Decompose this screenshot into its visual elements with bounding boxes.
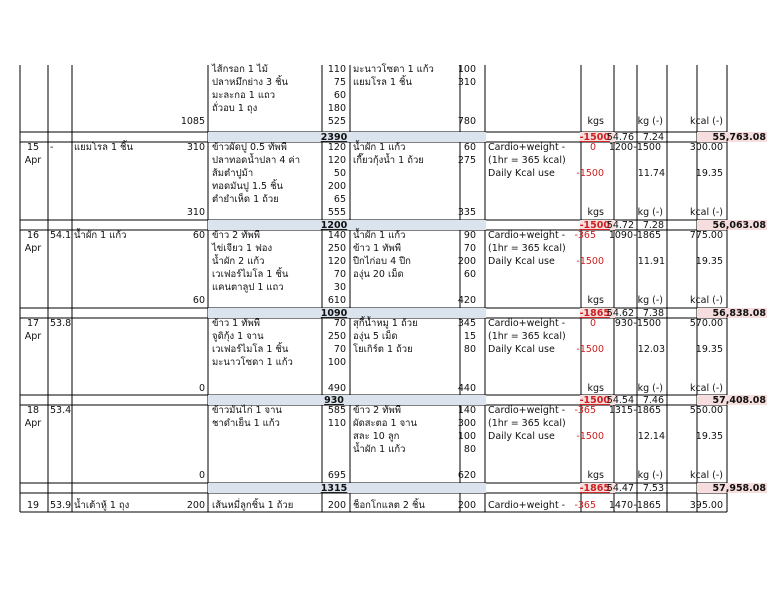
summary-kgs: 54.62 <box>606 308 634 319</box>
kcal-value: 395.00 <box>689 500 723 511</box>
food-kcal: 120 <box>327 142 346 153</box>
burn-value: -1500 <box>576 344 604 355</box>
food-item: ชาดำเย็น 1 แก้ว <box>212 418 280 429</box>
unit-label: kgs <box>587 207 604 218</box>
food-kcal: 80 <box>463 444 476 455</box>
food-kcal: 100 <box>327 357 346 368</box>
net-value: -1865 <box>633 500 661 511</box>
day-total: 2390 <box>320 132 348 143</box>
food-kcal: 585 <box>327 405 346 416</box>
food-item: มะละกอ 1 แถว <box>212 90 276 101</box>
day-total: 1315 <box>320 483 348 494</box>
weight: 53.8 <box>50 318 72 329</box>
food-item: องุ่น 5 เม็ด <box>353 331 398 342</box>
burn-value: -1500 <box>576 256 604 267</box>
food-item: จูดิกุ้ง 1 จาน <box>212 331 264 342</box>
net-total: 56,063.08 <box>712 220 766 231</box>
summary-kg: 7.24 <box>642 132 664 143</box>
unit-label: kg (-) <box>637 295 663 306</box>
net-total: 57,408.08 <box>712 395 766 406</box>
weight: 53.4 <box>50 405 72 416</box>
burn-value: -365 <box>574 405 596 416</box>
subtotal: 335 <box>457 207 476 218</box>
food-kcal: 90 <box>463 230 476 241</box>
food-kcal: 120 <box>327 256 346 267</box>
target-value: -1865 <box>579 483 610 494</box>
subtotal: 555 <box>327 207 346 218</box>
food-kcal: 70 <box>333 318 346 329</box>
food-item: ช็อกโกแลต 2 ชิ้น <box>353 500 425 511</box>
food-item: ข้าว 2 ทัพพี <box>353 405 402 416</box>
net-value: -1865 <box>633 405 661 416</box>
unit-label: kg (-) <box>637 383 663 394</box>
unit-label: kcal (-) <box>689 116 723 127</box>
food-kcal: 120 <box>327 155 346 166</box>
subtotal: 525 <box>327 116 346 127</box>
net-value: 1090 <box>608 230 633 241</box>
food-item: ปลาทอดน้ำปลา 4 ค่า <box>212 155 301 166</box>
kcal-value: 19.35 <box>695 431 723 442</box>
summary-kgs: 54.54 <box>606 395 634 406</box>
food-kcal: 140 <box>457 405 476 416</box>
burn-value: -365 <box>574 230 596 241</box>
subtotal: 490 <box>327 383 346 394</box>
food-kcal: 250 <box>327 243 346 254</box>
food-kcal: 15 <box>463 331 476 342</box>
food-item: ข้าวมันไก่ 1 จาน <box>212 405 282 416</box>
net-value: -1500 <box>633 142 661 153</box>
net-value: 930 <box>614 318 633 329</box>
food-item: ปีกไก่อบ 4 ปีก <box>353 256 411 267</box>
food-item: ข้าว 2 ทัพพี <box>212 230 261 241</box>
exercise-note: Cardio+weight - <box>488 318 566 329</box>
summary-kg: 7.46 <box>642 395 664 406</box>
food-kcal: 200 <box>457 256 476 267</box>
subtotal: 310 <box>186 207 205 218</box>
subtotal: 1085 <box>180 116 205 127</box>
food-kcal: 80 <box>463 344 476 355</box>
food-kcal: 30 <box>333 282 346 293</box>
food-kcal: 310 <box>186 142 205 153</box>
food-item: เกี๊ยวกุ้งน้ำ 1 ถ้วย <box>353 155 424 166</box>
day-total: 1200 <box>320 220 348 231</box>
exercise-note: Cardio+weight - <box>488 142 566 153</box>
food-item: ไส้กรอก 1 ไม้ <box>212 64 269 75</box>
summary-kgs: 54.47 <box>606 483 634 494</box>
food-item: ตำยำเห็ด 1 ถ้วย <box>212 194 279 205</box>
food-kcal: 60 <box>192 230 205 241</box>
food-item: น้ำผัก 1 แก้ว <box>353 230 406 241</box>
kcal-value: 19.35 <box>695 344 723 355</box>
food-kcal: 75 <box>333 77 346 88</box>
food-kcal: 250 <box>327 331 346 342</box>
food-item: มะนาวโซดา 1 แก้ว <box>212 357 293 368</box>
exercise-note: Daily Kcal use <box>488 256 555 267</box>
kg-value: 12.14 <box>637 431 665 442</box>
food-item: ทอดมันปู 1.5 ชิ้น <box>212 181 284 192</box>
net-value: -1500 <box>633 318 661 329</box>
net-value: 1200 <box>608 142 633 153</box>
food-item: ผัดสะตอ 1 จาน <box>353 418 417 429</box>
unit-label: kg (-) <box>637 207 663 218</box>
food-item: น้ำผัก 1 แก้ว <box>353 142 406 153</box>
food-item: ข้าวผัดปู 0.5 ทัพพี <box>212 142 287 153</box>
food-kcal: 200 <box>457 500 476 511</box>
unit-label: kcal (-) <box>689 470 723 481</box>
kcal-value: 550.00 <box>689 405 723 416</box>
summary-kg: 7.28 <box>642 220 664 231</box>
weight: 53.9 <box>50 500 72 511</box>
food-kcal: 200 <box>327 500 346 511</box>
target-value: -1500 <box>579 220 610 231</box>
food-kcal: 200 <box>186 500 205 511</box>
burn-value: -1500 <box>576 431 604 442</box>
food-kcal: 100 <box>457 431 476 442</box>
food-kcal: 345 <box>457 318 476 329</box>
food-item: น้ำผัก 1 แก้ว <box>74 230 127 241</box>
date: 19 <box>26 500 40 511</box>
unit-label: kgs <box>587 295 604 306</box>
subtotal: 620 <box>457 470 476 481</box>
summary-kgs: 54.72 <box>606 220 634 231</box>
target-value: -1500 <box>579 395 610 406</box>
kcal-value: 19.35 <box>695 256 723 267</box>
food-kcal: 300 <box>457 418 476 429</box>
food-kcal: 60 <box>333 90 346 101</box>
unit-label: kg (-) <box>637 116 663 127</box>
weight: 54.1 <box>50 230 72 241</box>
date: 18 <box>26 405 40 416</box>
subtotal: 60 <box>192 295 205 306</box>
exercise-note: (1hr = 365 kcal) <box>488 155 566 166</box>
food-item: โยเกิร์ต 1 ถ้วย <box>353 344 413 355</box>
food-item: น้ำเต้าหู้ 1 ถุง <box>74 500 130 511</box>
burn-value: 0 <box>589 142 596 153</box>
food-item: น้ำผัก 2 แก้ว <box>212 256 265 267</box>
food-kcal: 275 <box>457 155 476 166</box>
kcal-value: 19.35 <box>695 168 723 179</box>
summary-kg: 7.53 <box>642 483 664 494</box>
exercise-note: Cardio+weight - <box>488 500 566 511</box>
food-kcal: 70 <box>333 269 346 280</box>
summary-kg: 7.38 <box>642 308 664 319</box>
unit-label: kcal (-) <box>689 295 723 306</box>
subtotal: 440 <box>457 383 476 394</box>
food-kcal: 140 <box>327 230 346 241</box>
subtotal: 610 <box>327 295 346 306</box>
kcal-value: 775.00 <box>689 230 723 241</box>
subtotal: 420 <box>457 295 476 306</box>
food-item: ปลาหมึกย่าง 3 ชิ้น <box>212 77 289 88</box>
food-kcal: 110 <box>327 64 346 75</box>
net-total: 57,958.08 <box>712 483 766 494</box>
food-kcal: 70 <box>333 344 346 355</box>
food-kcal: 200 <box>327 181 346 192</box>
net-value: -1865 <box>633 230 661 241</box>
exercise-note: Cardio+weight - <box>488 405 566 416</box>
exercise-note: (1hr = 365 kcal) <box>488 331 566 342</box>
unit-label: kcal (-) <box>689 207 723 218</box>
net-total: 56,838.08 <box>712 308 766 319</box>
burn-value: 0 <box>589 318 596 329</box>
food-kcal: 50 <box>333 168 346 179</box>
kcal-value: 300.00 <box>689 142 723 153</box>
food-item: มะนาวโซดา 1 แก้ว <box>353 64 434 75</box>
kg-value: 11.74 <box>637 168 665 179</box>
food-kcal: 60 <box>463 142 476 153</box>
date: Apr <box>24 331 42 342</box>
food-item: ส้มตำปูม้า <box>212 168 254 179</box>
burn-value: -1500 <box>576 168 604 179</box>
unit-label: kg (-) <box>637 470 663 481</box>
net-total: 55,763.08 <box>712 132 766 143</box>
food-item: ถั่วอบ 1 ถุง <box>212 103 258 114</box>
food-item: เวเฟอร์ไมโล 1 ชิ้น <box>212 344 289 355</box>
food-kcal: 65 <box>333 194 346 205</box>
food-item: องุ่น 20 เม็ด <box>353 269 404 280</box>
food-kcal: 70 <box>463 243 476 254</box>
unit-label: kgs <box>587 470 604 481</box>
date: 17 <box>26 318 40 329</box>
exercise-note: (1hr = 365 kcal) <box>488 418 566 429</box>
date: 15 <box>26 142 40 153</box>
unit-label: kgs <box>587 383 604 394</box>
food-item: เส้นหมี่ลูกชิ้น 1 ถ้วย <box>212 500 294 511</box>
food-item: น้ำผัก 1 แก้ว <box>353 444 406 455</box>
exercise-note: Daily Kcal use <box>488 168 555 179</box>
food-kcal: 310 <box>457 77 476 88</box>
unit-label: kcal (-) <box>689 383 723 394</box>
food-item: แคนตาลูป 1 แถว <box>212 282 284 293</box>
exercise-note: Cardio+weight - <box>488 230 566 241</box>
food-kcal: 110 <box>327 418 346 429</box>
kcal-value: 570.00 <box>689 318 723 329</box>
food-item: ไข่เจียว 1 ฟอง <box>212 243 273 254</box>
exercise-note: (1hr = 365 kcal) <box>488 243 566 254</box>
food-item: สุกี้น้ำหมู 1 ถ้วย <box>353 318 418 329</box>
food-item: สละ 10 ลูก <box>353 431 400 442</box>
day-total: 930 <box>324 395 344 406</box>
date: Apr <box>24 418 42 429</box>
kg-value: 11.91 <box>637 256 665 267</box>
subtotal: 0 <box>198 470 205 481</box>
burn-value: -365 <box>574 500 596 511</box>
weight: - <box>50 142 54 153</box>
food-kcal: 180 <box>327 103 346 114</box>
food-item: เวเฟอร์ไมโล 1 ชิ้น <box>212 269 289 280</box>
exercise-note: Daily Kcal use <box>488 431 555 442</box>
subtotal: 695 <box>327 470 346 481</box>
date: Apr <box>24 243 42 254</box>
date: Apr <box>24 155 42 166</box>
subtotal: 0 <box>198 383 205 394</box>
food-item: แยมโรล 1 ชิ้น <box>353 77 413 88</box>
unit-label: kgs <box>587 116 604 127</box>
date: 16 <box>26 230 40 241</box>
exercise-note: Daily Kcal use <box>488 344 555 355</box>
food-item: ข้าว 1 ทัพพี <box>212 318 261 329</box>
target-value: -1500 <box>579 132 610 143</box>
summary-kgs: 54.76 <box>606 132 634 143</box>
food-item: ข้าว 1 ทัพพี <box>353 243 402 254</box>
day-total: 1090 <box>320 308 348 319</box>
kg-value: 12.03 <box>637 344 665 355</box>
net-value: 1315 <box>608 405 633 416</box>
food-kcal: 100 <box>457 64 476 75</box>
food-kcal: 60 <box>463 269 476 280</box>
net-value: 1470 <box>608 500 633 511</box>
target-value: -1865 <box>579 308 610 319</box>
total-band <box>208 395 486 405</box>
food-item: แยมโรล 1 ชิ้น <box>74 142 134 153</box>
subtotal: 780 <box>457 116 476 127</box>
